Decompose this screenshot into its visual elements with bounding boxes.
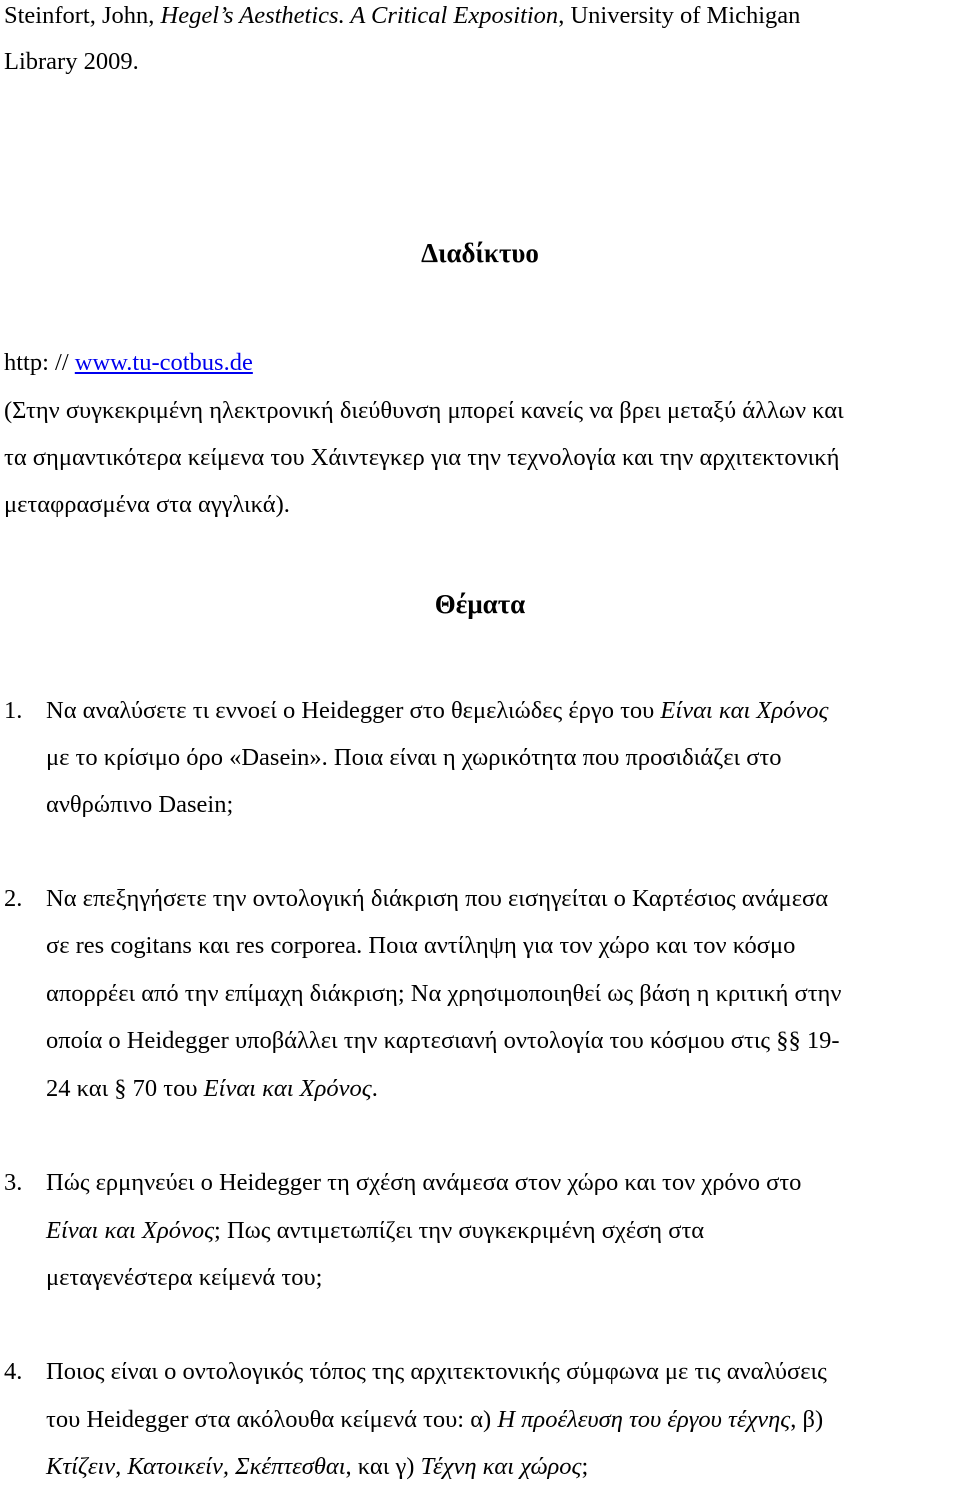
question-3-book-title: Είναι και Χρόνος [46, 1217, 215, 1244]
question-4-work-2: Κτίζειν, Κατοικείν, Σκέπτεσθαι [46, 1453, 346, 1480]
question-4-line-3 [46, 1452, 588, 1482]
question-2-period: . [371, 1075, 378, 1102]
question-1-line-2: με το κρίσιμο όρο «Dasein». Ποια είναι η χωρικότητα που προσιδιάζει στο [46, 744, 782, 771]
question-4-number: 4. [4, 1358, 23, 1385]
entry-title: Hegel’s Aesthetics. A Critical Exposition [160, 2, 559, 29]
question-2-line-1: Να επεξηγήσετε την οντολογική διάκριση που εισηγείται ο Καρτέσιος ανάμεσα [46, 885, 829, 912]
question-3-line-1: Πώς ερμηνεύει ο Heidegger τη σχέση ανάμεσα στον χώρο και τον χρόνο στο [46, 1169, 802, 1196]
url-link[interactable]: www.tu-cotbus.de [74, 349, 253, 376]
question-3-text: ; Πως αντιμετωπίζει την συγκεκριμένη σχέση στα [214, 1217, 705, 1244]
question-2-number: 2. [4, 885, 23, 912]
question-2-book-title: Είναι και Χρόνος [203, 1075, 372, 1102]
bibliography-entry-line-2 [4, 47, 139, 77]
bibliography-entry-line-1 [4, 1, 800, 31]
question-1-number: 1. [4, 697, 23, 724]
question-4-work-1: Η προέλευση του έργου τέχνης [497, 1406, 791, 1433]
internet-heading: Διαδίκτυο [421, 238, 539, 268]
entry-author: Steinfort, John, [4, 2, 161, 29]
description-line-3: μεταφρασμένα στα αγγλικά). [4, 491, 290, 518]
question-2-line-3: απορρέει από την επίμαχη διάκριση; Να χρησιμοποιηθεί ως βάση η κριτική στην [46, 980, 842, 1007]
entry-publisher: , University of Michigan [558, 2, 801, 29]
question-2-line-4: οποία ο Heidegger υποβάλλει την καρτεσιανή οντολογία του κόσμου στις §§ 19- [46, 1027, 840, 1054]
question-4-line-2 [46, 1405, 823, 1435]
question-3-line-2 [46, 1216, 704, 1246]
question-3-line-3: μεταγενέστερα κείμενά του; [46, 1264, 323, 1291]
description-line-1: (Στην συγκεκριμένη ηλεκτρονική διεύθυνση μπορεί κανείς να βρει μεταξύ άλλων και [4, 397, 844, 424]
question-2-line-2: σε res cogitans και res corporea. Ποια αντίληψη για τον χώρο και τον κόσμο [46, 932, 796, 959]
question-1-line-3: ανθρώπινο Dasein; [46, 791, 234, 818]
topics-heading: Θέματα [434, 589, 526, 619]
question-3-number: 3. [4, 1169, 23, 1196]
question-4-text: του Heidegger στα ακόλουθα κείμενά του: α) [46, 1406, 498, 1433]
question-4-work-3: Τέχνη και χώρος [420, 1453, 582, 1480]
question-4-line-1: Ποιος είναι ο οντολογικός τόπος της αρχιτεκτονικής σύμφωνα με τις αναλύσεις [46, 1358, 827, 1385]
question-1-book-title: Είναι και Χρόνος [660, 697, 829, 724]
question-4-separator-1: , β) [790, 1406, 824, 1433]
question-1-text: Να αναλύσετε τι εννοεί ο Heidegger στο θεμελιώδες έργο του [46, 697, 661, 724]
question-4-end: ; [581, 1453, 589, 1480]
url-line [4, 348, 253, 378]
url-prefix: http: // [4, 349, 75, 376]
question-4-separator-2: , και γ) [345, 1453, 421, 1480]
question-1-line-1 [46, 696, 828, 726]
question-2-text-end: 24 και § 70 του [46, 1075, 204, 1102]
description-line-2: τα σημαντικότερα κείμενα του Χάιντεγκερ για την τεχνολογία και την αρχιτεκτονική [4, 444, 840, 471]
entry-publisher-cont: Library 2009. [4, 48, 139, 75]
question-2-line-5 [46, 1074, 378, 1104]
